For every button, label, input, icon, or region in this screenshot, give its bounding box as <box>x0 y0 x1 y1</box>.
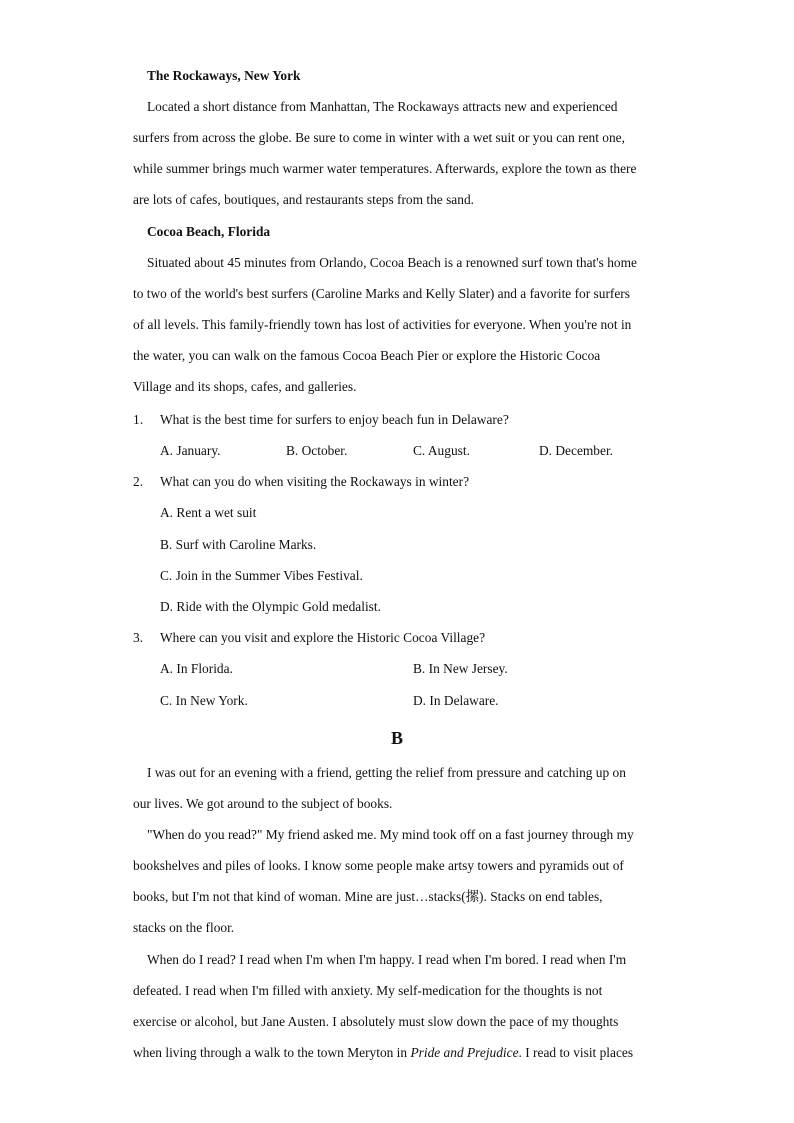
option-c[interactable] <box>160 567 363 585</box>
book-title: Pride and Prejudice <box>410 1045 519 1060</box>
option-letter: A. <box>160 505 174 520</box>
question-number: 3. <box>133 630 144 645</box>
option-text: In New York. <box>175 693 248 708</box>
question-number: 2. <box>133 474 144 489</box>
option-a[interactable] <box>160 660 233 678</box>
option-letter: B. <box>286 443 299 458</box>
question-text: What can you do when visiting the Rockaways in winter? <box>160 474 470 489</box>
question-text: What is the best time for surfers to enjoy beach fun in Delaware? <box>160 412 509 427</box>
question-text: Where can you visit and explore the Historic Cocoa Village? <box>160 630 486 645</box>
option-letter: C. <box>160 568 173 583</box>
option-letter: A. <box>160 443 174 458</box>
option-c[interactable] <box>160 692 248 710</box>
paragraph-line: to two of the world's best surfers (Caroline Marks and Kelly Slater) and a favorite for surfers <box>133 286 630 301</box>
option-letter: D. <box>413 693 427 708</box>
line-text: when living through a walk to the town Meryton in <box>133 1045 411 1060</box>
option-a[interactable] <box>160 504 256 522</box>
section-title-b: B <box>390 728 403 748</box>
paragraph-line: defeated. I read when I'm filled with anxiety. My self-medication for the thoughts is not <box>133 983 603 998</box>
paragraph-line: Village and its shops, cafes, and galleries. <box>133 379 357 394</box>
option-text: In Delaware. <box>429 693 499 708</box>
option-text: Ride with the Olympic Gold medalist. <box>176 599 381 614</box>
option-text: Surf with Caroline Marks. <box>175 537 317 552</box>
paragraph-line: are lots of cafes, boutiques, and restaurants steps from the sand. <box>133 192 474 207</box>
paragraph-line: Situated about 45 minutes from Orlando, Cocoa Beach is a renowned surf town that's home <box>147 255 637 270</box>
option-text: Join in the Summer Vibes Festival. <box>175 568 363 583</box>
paragraph-line: When do I read? I read when I'm when I'm happy. I read when I'm bored. I read when I'm <box>147 952 627 967</box>
question-number: 1. <box>133 412 144 427</box>
line-text: . I read to visit places <box>518 1045 634 1060</box>
option-letter: A. <box>160 661 174 676</box>
paragraph-line: while summer brings much warmer water temperatures. Afterwards, explore the town as there <box>133 161 637 176</box>
option-d[interactable] <box>413 692 499 710</box>
paragraph-line: Located a short distance from Manhattan, The Rockaways attracts new and experienced <box>147 99 618 114</box>
option-letter: B. <box>413 661 426 676</box>
option-b[interactable] <box>160 536 316 554</box>
option-text: In New Jersey. <box>428 661 508 676</box>
paragraph-line: bookshelves and piles of looks. I know some people make artsy towers and pyramids out of <box>133 858 624 873</box>
option-b[interactable] <box>286 442 347 460</box>
option-d[interactable] <box>539 442 613 460</box>
section-heading-rockaways: The Rockaways, New York <box>147 68 301 83</box>
paragraph-line: I was out for an evening with a friend, getting the relief from pressure and catching up on <box>147 765 626 780</box>
paragraph-line: stacks on the floor. <box>133 920 235 935</box>
option-letter: C. <box>160 693 173 708</box>
option-letter: B. <box>160 537 173 552</box>
paragraph-line-last <box>133 1044 633 1062</box>
paragraph-line: the water, you can walk on the famous Cocoa Beach Pier or explore the Historic Cocoa <box>133 348 601 363</box>
option-b[interactable] <box>413 660 508 678</box>
paragraph-line: our lives. We got around to the subject of books. <box>133 796 393 811</box>
section-heading-cocoa: Cocoa Beach, Florida <box>147 224 271 239</box>
paragraph-line: books, but I'm not that kind of woman. Mine are just…stacks(摞). Stacks on end tables, <box>133 889 603 904</box>
option-text: August. <box>427 443 470 458</box>
option-text: Rent a wet suit <box>176 505 257 520</box>
option-letter: C. <box>413 443 426 458</box>
option-d[interactable] <box>160 598 381 616</box>
option-text: In Florida. <box>176 661 233 676</box>
option-text: October. <box>301 443 348 458</box>
paragraph-line: exercise or alcohol, but Jane Austen. I absolutely must slow down the pace of my thoughts <box>133 1014 619 1029</box>
paragraph-line: "When do you read?" My friend asked me. My mind took off on a fast journey through my <box>147 827 634 842</box>
option-letter: D. <box>539 443 553 458</box>
option-c[interactable] <box>413 442 470 460</box>
option-text: December. <box>555 443 614 458</box>
option-text: January. <box>176 443 221 458</box>
option-letter: D. <box>160 599 174 614</box>
paragraph-line: of all levels. This family-friendly town has lost of activities for everyone. When you're not in <box>133 317 632 332</box>
paragraph-line: surfers from across the globe. Be sure to come in winter with a wet suit or you can rent one, <box>133 130 625 145</box>
option-a[interactable] <box>160 442 221 460</box>
